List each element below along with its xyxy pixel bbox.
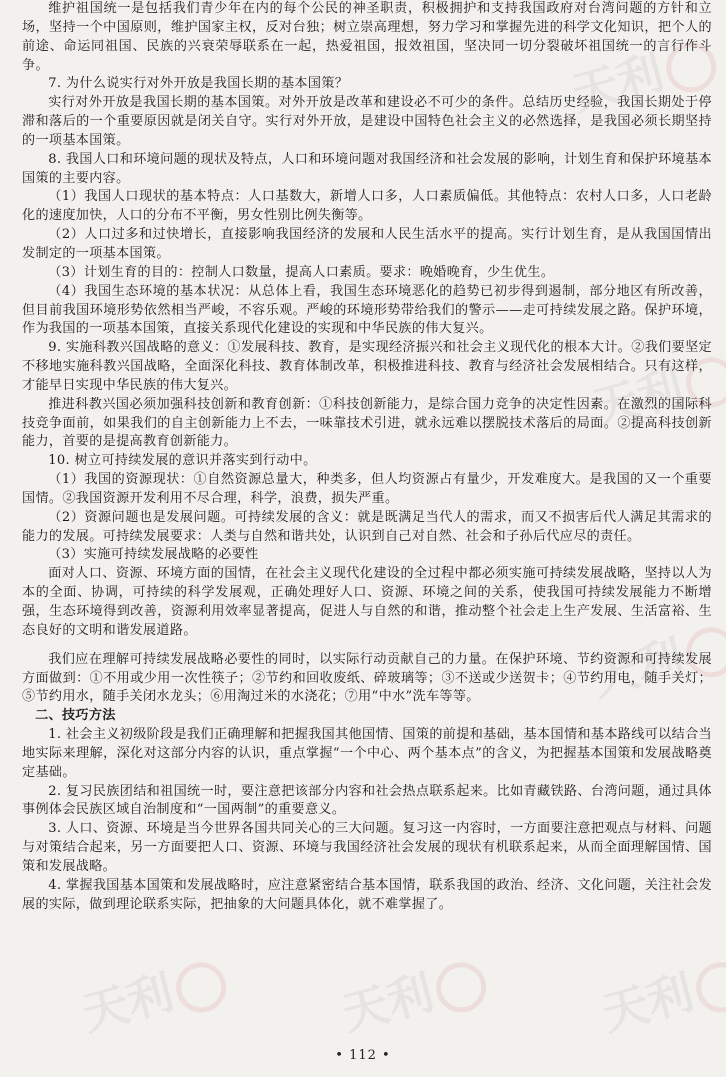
watermark: 天利 (584, 607, 726, 709)
question-heading: 9. 实施科教兴国战略的意义：①发展科技、教育，是实现经济振兴和社会主义现代化的根本大计。②我们要坚定不移地实施科教兴国战略，全面深化科技、教育体制改革，积极推进科技、教育与经济社会发展相结合。只有这样，才能早日实现中华民族的伟大复兴。 (22, 340, 712, 393)
watermark: 天利 (74, 942, 232, 1044)
page-number: • 112 • (335, 1048, 391, 1063)
paragraph: （1）我国人口现状的基本特点：人口基数大，新增人口多，人口素质偏低。其他特点：农村人口多，人口老龄化的速度加快，人口的分布不平衡，男女性别比例失衡等。 (22, 189, 712, 224)
watermark: 天利 (334, 942, 492, 1044)
question-heading: 7. 为什么说实行对外开放是我国长期的基本国策？ (48, 76, 349, 92)
section-heading: 二、技巧方法 (35, 708, 116, 724)
paragraph: 维护祖国统一是包括我们青少年在内的每个公民的神圣职责，积极拥护和支持我国政府对台湾问题的方针和立场，坚持一个中国原则，维护国家主权，反对台独；树立崇高理想，努力学习和掌握先进的科学文化知识，把个人的前途、命运同祖国、民族的兴衰荣辱联系在一起，热爱祖国，报效祖国，坚决同一切分裂破坏祖国统一的言行作斗争。 (22, 1, 712, 73)
paragraph: 实行对外开放是我国长期的基本国策。对外开放是改革和建设必不可少的条件。总结历史经验，我国长期处于停滞和落后的一个重要原因就是闭关自守。实行对外开放，是建设中国特色社会主义的必然选择，是我国必须长期坚持的一项基本国策。 (22, 95, 712, 148)
watermark: 天利 (564, 22, 722, 124)
paragraph: 我们应在理解可持续发展战略必要性的同时，以实际行动贡献自己的力量。在保护环境、节约资源和可持续发展方面做到：①不用或少用一次性筷子；②节约和回收废纸、碎玻璃等；③不送或少送贺卡；④节约用电，随手关灯；⑤节约用水，随手关闭水龙头；⑥用淘过米的水浇花；⑦用“中水”洗车等等。 (22, 651, 712, 705)
paragraph: （2）人口过多和过快增长，直接影响我国经济的发展和人民生活水平的提高。实行计划生育，是从我国国情出发制定的一项基本国策。 (22, 227, 712, 261)
watermark: 天利 (594, 942, 726, 1044)
question-heading: 10. 树立可持续发展的意识并落实到行动中。 (48, 453, 317, 469)
paragraph: 推进科教兴国必须加强科技创新和教育创新：①科技创新能力，是综合国力竞争的决定性因素。在激烈的国际科技竞争面前，如果我们的自主创新能力上不去，一味靠技术引进，就永远难以摆脱技术落后的局面。②提高科技创新能力，首要的是提高教育创新能力。 (22, 396, 712, 450)
question-heading: 8. 我国人口和环境问题的现状及特点，人口和环境问题对我国经济和社会发展的影响，计划生育和保护环境基本国策的主要内容。 (22, 151, 712, 186)
document-body (22, 0, 712, 915)
paragraph: （3）实施可持续发展战略的必要性 (48, 547, 259, 563)
paragraph: 面对人口、资源、环境方面的国情，在社会主义现代化建设的全过程中都必须实施可持续发展战略，坚持以人为本的全面、协调，可持续的科学发展观，正确处理好人口、资源、环境之间的关系，使我国可持续发展能力不断增强，生态环境得到改善，资源利用效率显著提高，促进人与自然的和谐，推动整个社会走上生产发展、生活富裕、生态良好的文明和谐发展道路。 (22, 566, 712, 638)
paragraph: 1. 社会主义初级阶段是我们正确理解和把握我国其他国情、国策的前提和基础，基本国情和基本路线可以结合当地实际来理解，深化对这部分内容的认识，重点掌握“一个中心、两个基本点”的含义，为把握基本国策和发展战略奠定基础。 (22, 727, 712, 780)
paragraph: 2. 复习民族团结和祖国统一时，要注意把该部分内容和社会热点联系起来。比如青藏铁路、台湾问题，通过具体事例体会民族区域自治制度和“一国两制”的重要意义。 (22, 783, 712, 818)
paragraph: （1）我国的资源现状：①自然资源总量大，种类多，但人均资源占有量少，开发难度大。是我国的又一个重要国情。②我国资源开发利用不尽合理，科学，浪费，损失严重。 (22, 472, 712, 506)
paragraph: （3）计划生育的目的：控制人口数量，提高人口素质。要求：晚婚晚育，少生优生。 (48, 264, 555, 280)
paragraph: （2）资源问题也是发展问题。可持续发展的含义：就是既满足当代人的需求，而又不损害后代人满足其需求的能力的发展。可持续发展要求：人类与自然和谐共处，认识到自己对自然、社会和子孙后代应尽的责任。 (22, 509, 712, 544)
paragraph: 3. 人口、资源、环境是当今世界各国共同关心的三大问题。复习这一内容时，一方面要注意把观点与材料、问题与对策结合起来，另一方面要把人口、资源、环境与我国经济社会发展的现状有机联系起来，从而全面理解国情、国策和发展战略。 (22, 821, 712, 874)
paragraph: （4）我国生态环境的基本状况：从总体上看，我国生态环境恶化的趋势已初步得到遏制，部分地区有所改善，但目前我国环境形势依然相当严峻，不容乐观。严峻的环境形势带给我们的警示——走可持续发展之路。保护环境，作为我国的一项基本国策，直接关系现代化建设的实现和中华民族的伟大复兴。 (22, 283, 712, 337)
paragraph: 4. 掌握我国基本国策和发展战略时，应注意紧密结合基本国情，联系我国的政治、经济、文化问题，关注社会发展的实际，做到理论联系实际，把抽象的大问题具体化，就不难掌握了。 (22, 877, 712, 912)
watermark: 天利 (584, 337, 726, 439)
